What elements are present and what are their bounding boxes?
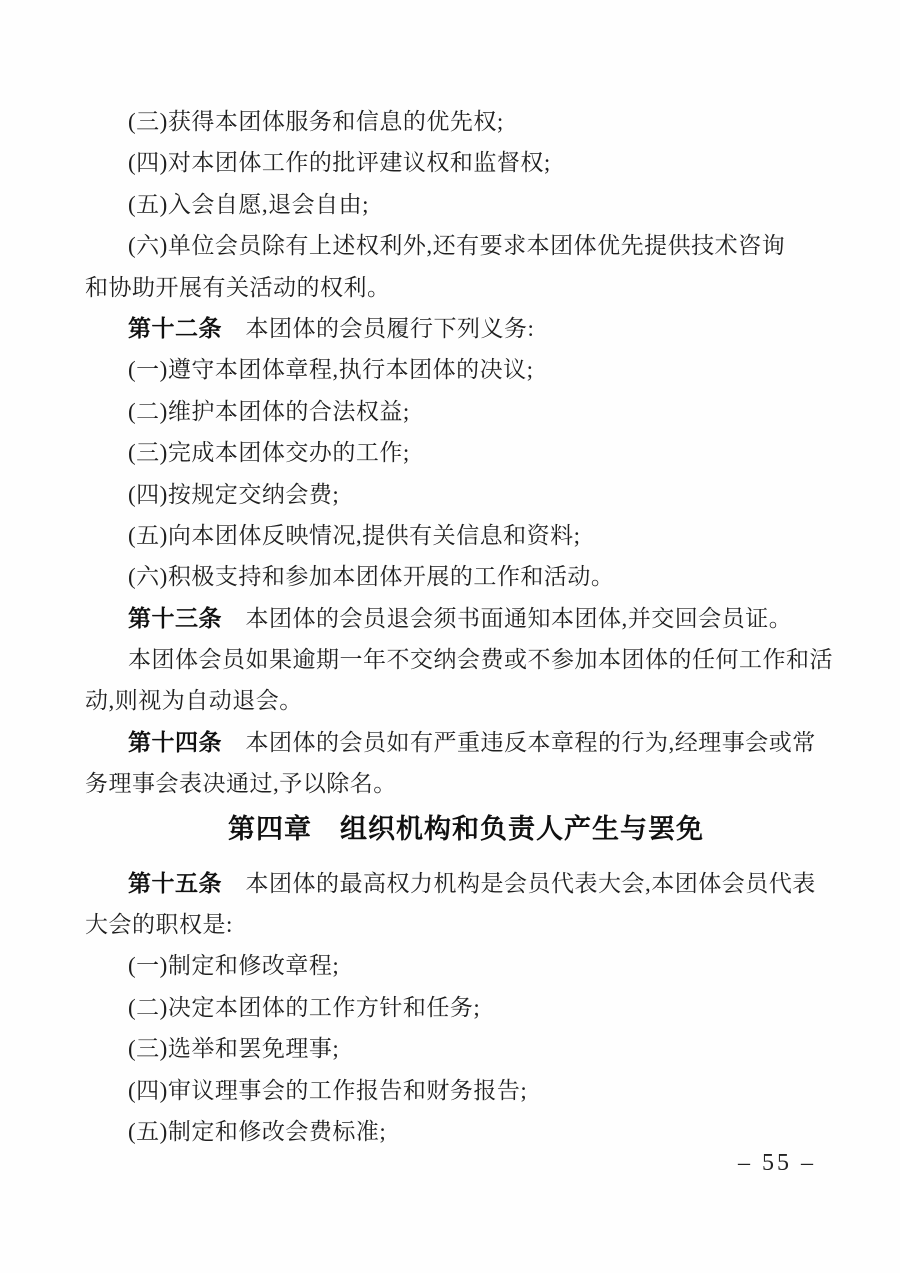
page-number: – 55 – xyxy=(738,1150,816,1176)
article-number: 第十二条 xyxy=(128,314,222,341)
document-line xyxy=(85,474,847,515)
text-run: (三)选举和罢免理事; xyxy=(128,1036,340,1062)
article-number: 第十五条 xyxy=(128,869,222,896)
text-run: (五)制定和修改会费标准; xyxy=(128,1118,387,1144)
document-line xyxy=(85,515,847,556)
text-run: (一)制定和修改章程; xyxy=(128,953,340,979)
document-line xyxy=(85,904,847,945)
text-run: 务理事会表决通过,予以除名。 xyxy=(85,771,397,797)
text-run: (三)获得本团体服务和信息的优先权; xyxy=(128,109,504,134)
document-line xyxy=(85,680,847,721)
document-line xyxy=(85,987,847,1028)
text-run: (六)单位会员除有上述权利外,还有要求本团体优先提供技术咨询 xyxy=(128,233,786,259)
text-run: (五)入会自愿,退会自由; xyxy=(128,191,369,217)
document-line xyxy=(85,556,847,597)
document-line xyxy=(85,142,847,183)
document-line xyxy=(85,763,847,804)
text-run: 和协助开展有关活动的权利。 xyxy=(85,274,391,300)
document-line xyxy=(85,349,847,390)
text-run: 本团体的会员履行下列义务: xyxy=(222,315,535,341)
text-run: (二)维护本团体的合法权益; xyxy=(128,398,410,424)
text-run: 本团体的会员如有严重违反本章程的行为,经理事会或常 xyxy=(222,729,816,755)
text-run: (四)按规定交纳会费; xyxy=(128,481,340,507)
document-line xyxy=(85,267,847,308)
text-run: 动,则视为自动退会。 xyxy=(85,688,303,714)
chapter-heading xyxy=(85,807,847,851)
text-run: (三)完成本团体交办的工作; xyxy=(128,440,410,466)
text-run: (六)积极支持和参加本团体开展的工作和活动。 xyxy=(128,564,615,590)
document-line xyxy=(85,1111,847,1152)
text-run: 大会的职权是: xyxy=(85,912,233,938)
document-line xyxy=(85,184,847,225)
text-run: (二)决定本团体的工作方针和任务; xyxy=(128,994,481,1020)
document-line xyxy=(85,101,847,142)
text-run: (四)对本团体工作的批评建议权和监督权; xyxy=(128,150,551,176)
document-line xyxy=(85,432,847,473)
text-run: 本团体的会员退会须书面通知本团体,并交回会员证。 xyxy=(222,605,793,631)
document-line xyxy=(85,1028,847,1069)
document-line xyxy=(85,598,847,639)
text-run: (五)向本团体反映情况,提供有关信息和资料; xyxy=(128,522,581,548)
document-body xyxy=(85,101,847,1152)
document-line xyxy=(85,391,847,432)
article-number: 第十四条 xyxy=(128,728,222,755)
document-line xyxy=(85,722,847,763)
document-line xyxy=(85,225,847,266)
document-line xyxy=(85,863,847,904)
text-run: (一)遵守本团体章程,执行本团体的决议; xyxy=(128,357,534,383)
article-number: 第十三条 xyxy=(128,604,222,631)
text-run: 本团体会员如果逾期一年不交纳会费或不参加本团体的任何工作和活 xyxy=(128,647,833,673)
document-line xyxy=(85,945,847,986)
article-number: 第四章 组织机构和负责人产生与罢免 xyxy=(228,813,704,844)
document-line xyxy=(85,308,847,349)
text-run: 本团体的最高权力机构是会员代表大会,本团体会员代表 xyxy=(222,870,816,896)
document-line xyxy=(85,1070,847,1111)
document-line xyxy=(85,639,847,680)
text-run: (四)审议理事会的工作报告和财务报告; xyxy=(128,1077,528,1103)
